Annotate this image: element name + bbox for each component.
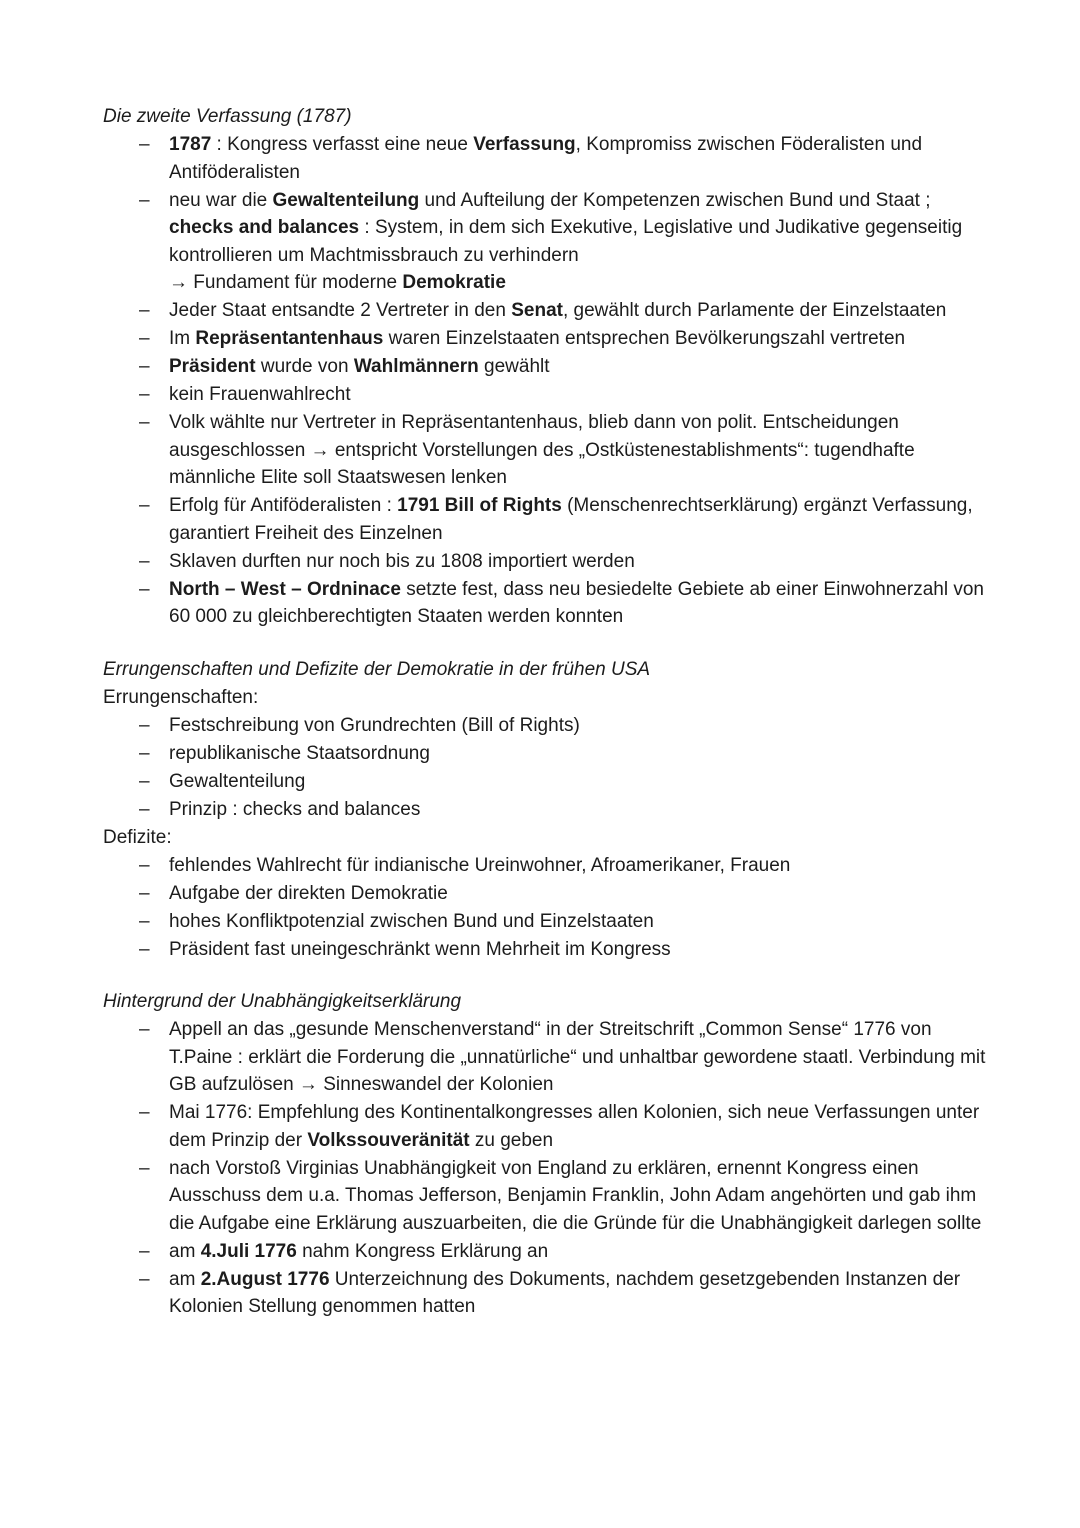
document-page [103,103,993,1346]
text-run: Volk wählte nur Vertreter in Repräsentantenhaus, blieb dann von polit. Entscheidungen ausgeschlossen → entspricht Vorstellungen des „Ostküstenestablishments“: tugendhafte männliche Elite soll Staatswesen lenken [169,412,915,488]
text-run: : System, in dem sich Exekutive, Legislative und Judikative gegenseitig kontrollieren um Machtmissbrauch zu verhindern [169,217,963,266]
list-item [169,353,993,381]
bold-text: checks and balances [169,217,360,238]
list-item [169,187,993,297]
bold-text: 2.August 1776 [200,1268,330,1290]
text-run: wurde von [255,356,354,377]
bold-text: Verfassung [473,134,576,155]
text-run: , gewählt durch Parlamente der Einzelstaaten [562,300,947,321]
text-run: gewählt [478,356,550,377]
text-run: und Aufteilung der Kompetenzen zwischen Bund und Staat ; [419,189,931,211]
background-list [103,1016,993,1321]
text-run: nahm Kongress Erklärung an [296,1240,549,1262]
section-heading: Errungenschaften und Defizite der Demokratie in der frühen USA [103,658,651,680]
text-run: nach Vorstoß Virginias Unabhängigkeit von England zu erklären, ernennt Kongress einen Ausschuss dem u.a. Thomas Jefferson, Benjamin Franklin, John Adam angehörten und gab ihm die Aufgabe eine Erklärung auszuarbeiten, die die Gründe für die Unabhängigkeit darlegen sollte [169,1157,982,1234]
pros-list [103,712,993,824]
list-item [169,409,993,492]
text-run: setzte fest, dass neu besiedelte Gebiete ab einer Einwohnerzahl von 60 000 zu gleichberechtigten Staaten werden konnten [169,578,984,627]
bold-text: Repräsentantenhaus [195,328,384,349]
list-item: – Gewaltenteilung [169,768,993,796]
text-run: Appell an das „gesunde Menschenverstand“ in der Streitschrift „Common Sense“ 1776 von T.Paine : erklärt die Forderung die „unnatürliche“ und unhaltbar gewordene staatl. Verbindung mit GB aufzulösen → Sinneswandel der Kolonien [169,1019,986,1095]
text-run: : Kongress verfasst eine neue [211,134,474,155]
text-run: Im [169,328,196,349]
constitution-list [103,131,993,631]
list-item [169,381,993,409]
bold-text: Gewaltenteilung [272,189,420,211]
bold-text: Präsident [169,356,256,377]
section-heading: Hintergrund der Unabhängigkeitserklärung [103,991,462,1012]
text-run: Jeder Staat entsandte 2 Vertreter in den [169,300,512,321]
text-run: am [169,1240,201,1262]
list-item: – Prinzip : checks and balances [169,796,993,824]
list-item: – hohes Konfliktpotenzial zwischen Bund und Einzelstaaten [169,908,993,936]
text-run: zu geben [469,1129,554,1151]
text-run: → Fundament für moderne [169,272,403,293]
bold-text: 4.Juli 1776 [200,1240,297,1262]
list-item [169,325,993,353]
list-item [169,131,993,186]
section-background [103,988,993,1321]
text-run: neu war die [169,189,273,211]
list-item [169,1238,993,1266]
bold-text: North – West – Ordninace [169,578,401,600]
pros-label: Errungenschaften: [103,686,259,708]
section-achievements [103,656,993,964]
bold-text: Volkssouveränität [307,1129,470,1151]
cons-label: Defizite: [103,826,172,848]
text-run: Sklaven durften nur noch bis zu 1808 importiert werden [169,550,635,572]
list-item: – Präsident fast uneingeschränkt wenn Mehrheit im Kongress [169,936,993,964]
list-item [169,492,993,547]
bold-text: 1787 [169,134,212,155]
bold-text: Demokratie [402,272,506,293]
list-item: – republikanische Staatsordnung [169,740,993,768]
text-run: am [169,1268,201,1290]
list-item [169,1266,993,1321]
bold-text: Senat [511,300,563,321]
list-item [169,1155,993,1238]
text-run: Unterzeichnung des Dokuments, nachdem gesetzgebenden Instanzen der Kolonien Stellung genommen hatten [169,1268,961,1317]
text-run: Mai 1776: Empfehlung des Kontinentalkongresses allen Kolonien, sich neue Verfassungen unter dem Prinzip der [169,1102,980,1151]
text-run: waren Einzelstaaten entsprechen Bevölkerungszahl vertreten [383,328,906,349]
bold-text: 1791 Bill of Rights [397,495,562,516]
list-item: – fehlendes Wahlrecht für indianische Ureinwohner, Afroamerikaner, Frauen [169,852,993,880]
list-item: – Aufgabe der direkten Demokratie [169,880,993,908]
text-run: Erfolg für Antiföderalisten : [169,495,398,516]
section-constitution [103,103,993,631]
section-heading: Die zweite Verfassung (1787) [103,106,352,127]
list-item [169,297,993,325]
list-item [169,576,993,631]
text-run: kein Frauenwahlrecht [169,384,351,405]
list-item [169,548,993,576]
text-run: (Menschenrechtserklärung) ergänzt Verfassung, garantiert Freiheit des Einzelnen [169,495,973,544]
text-run: , Kompromiss zwischen Föderalisten und Antiföderalisten [169,134,923,183]
list-item: – Festschreibung von Grundrechten (Bill of Rights) [169,712,993,740]
list-item [169,1016,993,1099]
cons-list [103,852,993,964]
list-item [169,1099,993,1154]
bold-text: Wahlmännern [353,356,479,377]
